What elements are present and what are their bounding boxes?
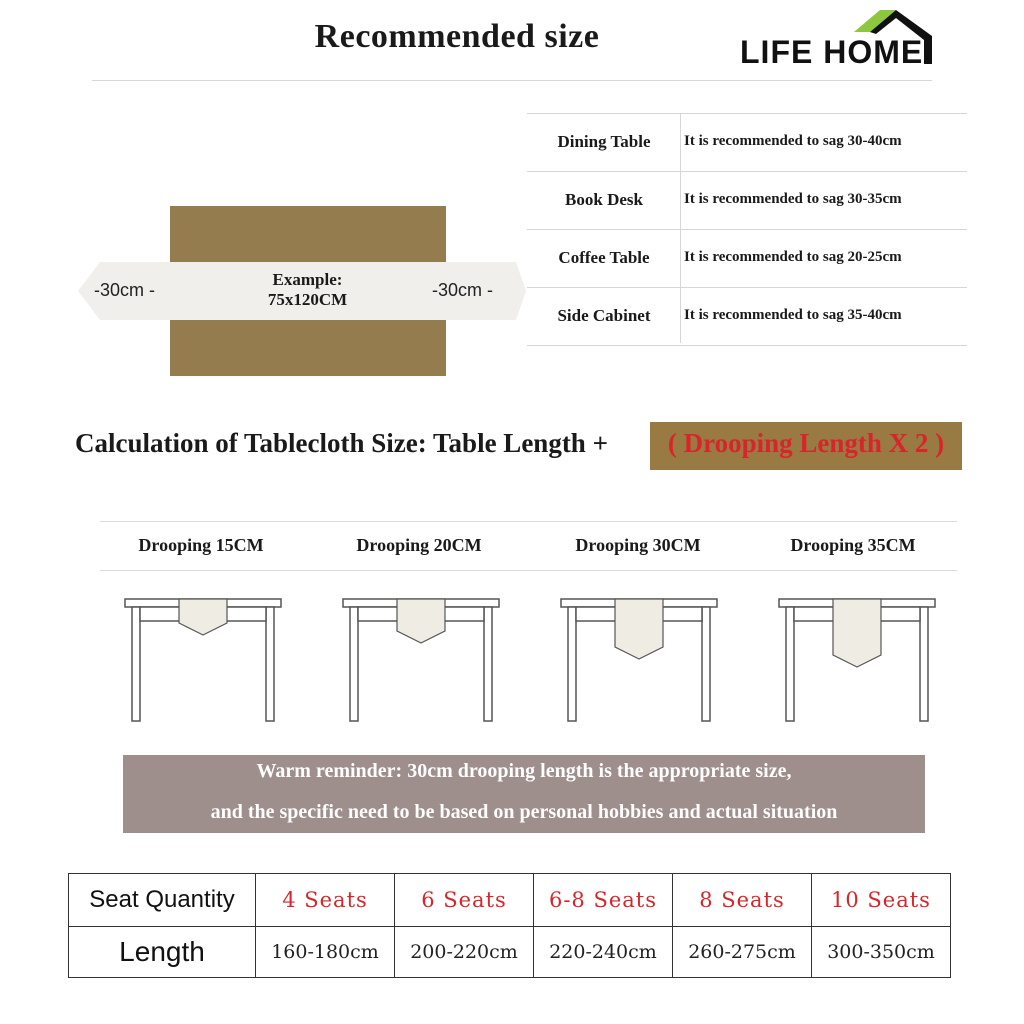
runner-drop bbox=[397, 599, 445, 643]
table-leg bbox=[132, 607, 140, 721]
seat-count: 8 Seats bbox=[673, 874, 812, 927]
drooping-label: Drooping 30CM bbox=[575, 535, 701, 555]
table-row bbox=[527, 171, 967, 229]
example-size bbox=[240, 270, 375, 310]
table-leg bbox=[786, 607, 794, 721]
tablecloth-length: 200-220cm bbox=[395, 927, 534, 978]
sag-recommendation: It is recommended to sag 30-35cm bbox=[684, 191, 902, 207]
table-row bbox=[69, 927, 951, 978]
table-leg bbox=[920, 607, 928, 721]
row-header: Length bbox=[69, 927, 256, 978]
sag-recommendation: It is recommended to sag 20-25cm bbox=[684, 249, 902, 265]
reminder-line: Warm reminder: 30cm drooping length is the appropriate size, bbox=[256, 760, 792, 782]
furniture-name: Coffee Table bbox=[558, 248, 650, 267]
drooping-label: Drooping 35CM bbox=[790, 535, 916, 555]
tablecloth-length: 260-275cm bbox=[673, 927, 812, 978]
calculation-formula: Calculation of Tablecloth Size: Table Length + bbox=[75, 428, 608, 458]
drooping-illustrations bbox=[110, 590, 950, 730]
furniture-name: Dining Table bbox=[557, 132, 651, 151]
right-drop-dimension: -30cm - bbox=[432, 280, 494, 300]
example-label: Example: bbox=[272, 270, 343, 289]
sag-recommendation: It is recommended to sag 35-40cm bbox=[684, 307, 902, 323]
drooping-label: Drooping 15CM bbox=[138, 535, 264, 555]
table-leg bbox=[484, 607, 492, 721]
seat-count: 4 Seats bbox=[256, 874, 395, 927]
tablecloth-length: 220-240cm bbox=[534, 927, 673, 978]
header-divider bbox=[92, 80, 932, 81]
table-leg bbox=[350, 607, 358, 721]
reminder-line: and the specific need to be based on personal hobbies and actual situation bbox=[210, 801, 838, 823]
seat-length-table bbox=[68, 873, 951, 978]
runner-drop bbox=[179, 599, 227, 635]
table-leg bbox=[266, 607, 274, 721]
tablecloth-length: 300-350cm bbox=[812, 927, 951, 978]
table-leg bbox=[568, 607, 576, 721]
formula-highlight-text: ( Drooping Length X 2 ) bbox=[667, 428, 945, 458]
left-drop-dimension: -30cm - bbox=[94, 280, 156, 300]
seat-count: 10 Seats bbox=[812, 874, 951, 927]
logo-text: LIFE HOME bbox=[740, 34, 924, 70]
table-row bbox=[527, 113, 967, 171]
table-leg bbox=[702, 607, 710, 721]
row-header: Seat Quantity bbox=[69, 874, 256, 927]
drooping-label: Drooping 20CM bbox=[356, 535, 482, 555]
furniture-name: Book Desk bbox=[565, 190, 643, 209]
table-row bbox=[69, 874, 951, 927]
seat-count: 6 Seats bbox=[395, 874, 534, 927]
divider bbox=[100, 521, 957, 522]
page-title: Recommended size bbox=[314, 18, 600, 55]
runner-drop bbox=[615, 599, 663, 659]
furniture-name: Side Cabinet bbox=[557, 306, 651, 325]
runner-drop bbox=[833, 599, 881, 667]
example-dimensions: 75x120CM bbox=[267, 290, 348, 309]
tablecloth-length: 160-180cm bbox=[256, 927, 395, 978]
table-row bbox=[527, 287, 967, 346]
sag-recommendation: It is recommended to sag 30-40cm bbox=[684, 133, 902, 149]
sag-recommendation-table bbox=[527, 113, 967, 346]
seat-count: 6-8 Seats bbox=[534, 874, 673, 927]
divider bbox=[100, 570, 957, 571]
table-row bbox=[527, 229, 967, 287]
brand-logo bbox=[740, 6, 950, 76]
